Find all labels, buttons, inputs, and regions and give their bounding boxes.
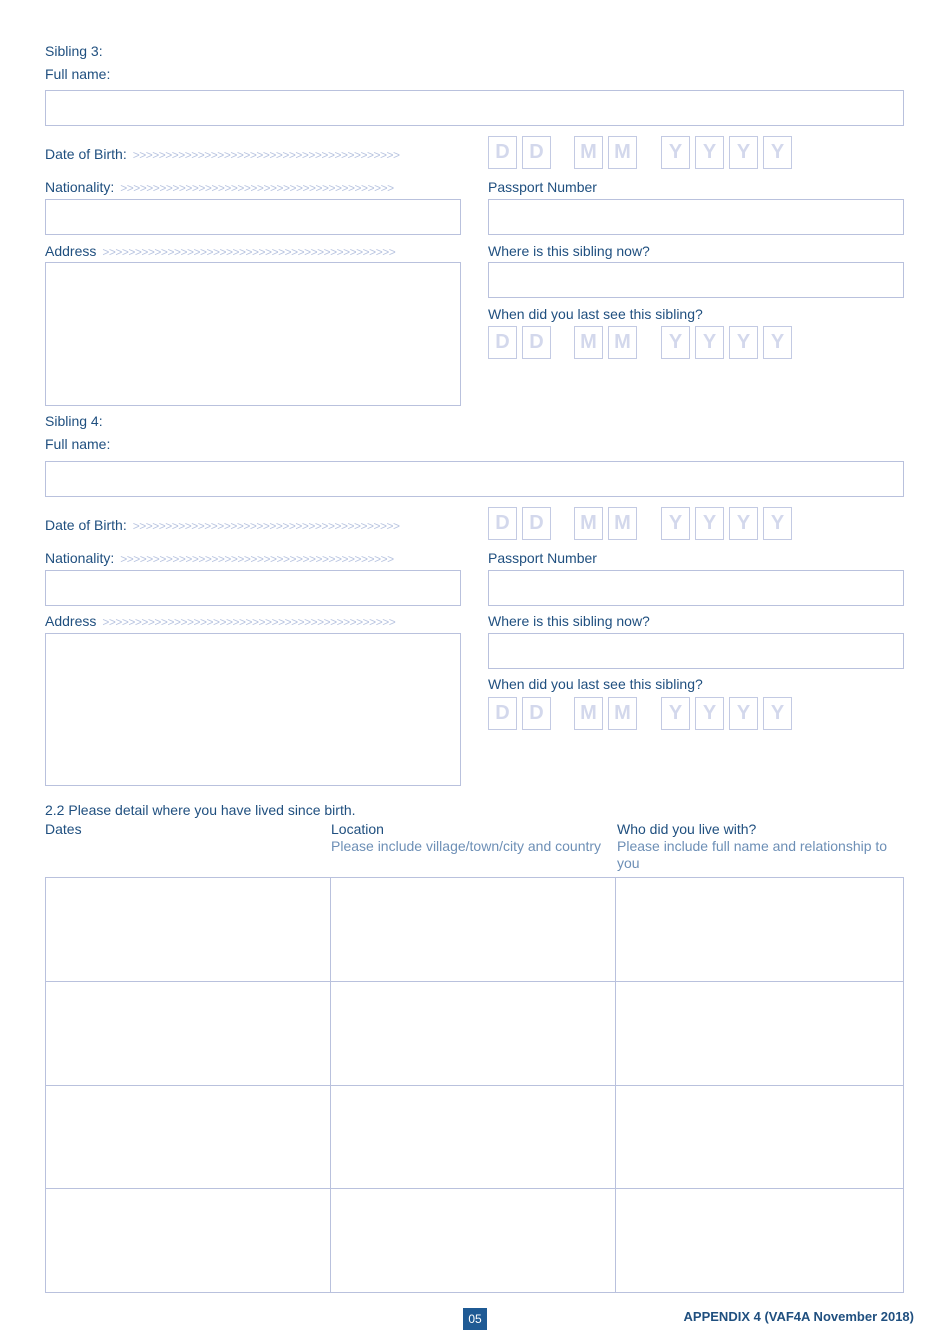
last-seen-month-2[interactable]: M — [608, 697, 637, 730]
row1-who-cell[interactable] — [616, 878, 902, 981]
dob-month-2[interactable]: M — [608, 136, 637, 169]
sibling3-title: Sibling 3: — [45, 43, 103, 59]
sibling4-address-input[interactable] — [45, 633, 461, 786]
who-header-hint: Please include full name and relationship to you — [617, 838, 888, 871]
dob-month-2[interactable]: M — [608, 507, 637, 540]
last-seen-month-1[interactable]: M — [574, 697, 603, 730]
last-seen-day-2[interactable]: D — [522, 697, 551, 730]
dob-year-1[interactable]: Y — [661, 136, 690, 169]
dob-year-3[interactable]: Y — [729, 507, 758, 540]
last-seen-year-1[interactable]: Y — [661, 326, 690, 359]
sibling4-where-label: Where is this sibling now? — [488, 613, 650, 629]
sibling4-passport-label: Passport Number — [488, 550, 597, 566]
row3-location-cell[interactable] — [331, 1086, 615, 1188]
residence-table — [45, 877, 904, 1293]
sibling3-passport-input[interactable] — [488, 199, 904, 235]
row1-location-cell[interactable] — [331, 878, 615, 981]
who-header-label: Who did you live with? — [617, 821, 757, 837]
sibling3-last-seen-label: When did you last see this sibling? — [488, 306, 703, 322]
row3-who-cell[interactable] — [616, 1086, 902, 1188]
chevron-leader: >>>>>>>>>>>>>>>>>>>>>>>>>>>>>>>>>>>>>>>>> — [132, 519, 400, 533]
last-seen-day-1[interactable]: D — [488, 326, 517, 359]
chevron-leader: >>>>>>>>>>>>>>>>>>>>>>>>>>>>>>>>>>>>>>>>>> — [120, 552, 394, 566]
sibling4-dob-label: Date of Birth: >>>>>>>>>>>>>>>>>>>>>>>>>>>>>>>>>>>>>>>>> — [45, 517, 400, 533]
chevron-leader: >>>>>>>>>>>>>>>>>>>>>>>>>>>>>>>>>>>>>>>>> — [132, 148, 400, 162]
dob-month-1[interactable]: M — [574, 507, 603, 540]
dob-day-2[interactable]: D — [522, 136, 551, 169]
sibling3-address-input[interactable] — [45, 262, 461, 406]
row3-dates-cell[interactable] — [46, 1086, 330, 1188]
dob-year-4[interactable]: Y — [763, 507, 792, 540]
column-header-dates: Dates — [45, 821, 82, 837]
chevron-leader: >>>>>>>>>>>>>>>>>>>>>>>>>>>>>>>>>>>>>>>>>>>>> — [102, 245, 396, 259]
last-seen-day-2[interactable]: D — [522, 326, 551, 359]
dob-month-1[interactable]: M — [574, 136, 603, 169]
row2-location-cell[interactable] — [331, 982, 615, 1085]
sibling4-address-label: Address >>>>>>>>>>>>>>>>>>>>>>>>>>>>>>>>>>>>>>>>>>>>> — [45, 613, 396, 629]
last-seen-year-2[interactable]: Y — [695, 326, 724, 359]
last-seen-year-2[interactable]: Y — [695, 697, 724, 730]
last-seen-month-1[interactable]: M — [574, 326, 603, 359]
dob-day-1[interactable]: D — [488, 136, 517, 169]
location-header-label: Location — [331, 821, 384, 837]
sibling4-where-input[interactable] — [488, 633, 904, 669]
row2-dates-cell[interactable] — [46, 982, 330, 1085]
chevron-leader: >>>>>>>>>>>>>>>>>>>>>>>>>>>>>>>>>>>>>>>>>> — [120, 181, 394, 195]
row4-dates-cell[interactable] — [46, 1189, 330, 1291]
last-seen-year-4[interactable]: Y — [763, 326, 792, 359]
column-header-who — [617, 821, 902, 872]
sibling3-nationality-input[interactable] — [45, 199, 461, 235]
sibling3-nationality-label: Nationality: >>>>>>>>>>>>>>>>>>>>>>>>>>>>>>>>>>>>>>>>>> — [45, 179, 394, 195]
dob-day-2[interactable]: D — [522, 507, 551, 540]
last-seen-month-2[interactable]: M — [608, 326, 637, 359]
dob-year-1[interactable]: Y — [661, 507, 690, 540]
sibling3-where-input[interactable] — [488, 262, 904, 298]
sibling4-full-name-label: Full name: — [45, 436, 111, 452]
sibling3-full-name-input[interactable] — [45, 90, 904, 126]
sibling3-full-name-label: Full name: — [45, 66, 111, 82]
sibling3-dob-fields — [488, 136, 798, 169]
location-header-hint: Please include village/town/city and country — [331, 838, 602, 854]
dob-year-4[interactable]: Y — [763, 136, 792, 169]
page-number: 05 — [463, 1308, 487, 1330]
last-seen-year-3[interactable]: Y — [729, 697, 758, 730]
last-seen-day-1[interactable]: D — [488, 697, 517, 730]
row4-who-cell[interactable] — [616, 1189, 902, 1291]
sibling4-nationality-input[interactable] — [45, 570, 461, 606]
dob-year-2[interactable]: Y — [695, 136, 724, 169]
section-2-2-title: 2.2 Please detail where you have lived since birth. — [45, 802, 356, 818]
sibling4-dob-fields — [488, 507, 798, 540]
column-header-location — [331, 821, 611, 855]
dob-day-1[interactable]: D — [488, 507, 517, 540]
sibling4-passport-input[interactable] — [488, 570, 904, 606]
sibling3-last-seen-fields — [488, 326, 798, 359]
sibling4-nationality-label: Nationality: >>>>>>>>>>>>>>>>>>>>>>>>>>>>>>>>>>>>>>>>>> — [45, 550, 394, 566]
dob-year-2[interactable]: Y — [695, 507, 724, 540]
row4-location-cell[interactable] — [331, 1189, 615, 1291]
last-seen-year-3[interactable]: Y — [729, 326, 758, 359]
row1-dates-cell[interactable] — [46, 878, 330, 981]
sibling4-last-seen-label: When did you last see this sibling? — [488, 676, 703, 692]
sibling4-title: Sibling 4: — [45, 413, 103, 429]
sibling4-last-seen-fields — [488, 697, 798, 730]
chevron-leader: >>>>>>>>>>>>>>>>>>>>>>>>>>>>>>>>>>>>>>>>>>>>> — [102, 615, 396, 629]
sibling4-full-name-input[interactable] — [45, 461, 904, 497]
sibling3-address-label: Address >>>>>>>>>>>>>>>>>>>>>>>>>>>>>>>>>>>>>>>>>>>>> — [45, 243, 396, 259]
last-seen-year-1[interactable]: Y — [661, 697, 690, 730]
row2-who-cell[interactable] — [616, 982, 902, 1085]
dob-year-3[interactable]: Y — [729, 136, 758, 169]
last-seen-year-4[interactable]: Y — [763, 697, 792, 730]
sibling3-passport-label: Passport Number — [488, 179, 597, 195]
sibling3-dob-label: Date of Birth: >>>>>>>>>>>>>>>>>>>>>>>>>>>>>>>>>>>>>>>>> — [45, 146, 400, 162]
appendix-footer: APPENDIX 4 (VAF4A November 2018) — [683, 1309, 914, 1324]
sibling3-where-label: Where is this sibling now? — [488, 243, 650, 259]
